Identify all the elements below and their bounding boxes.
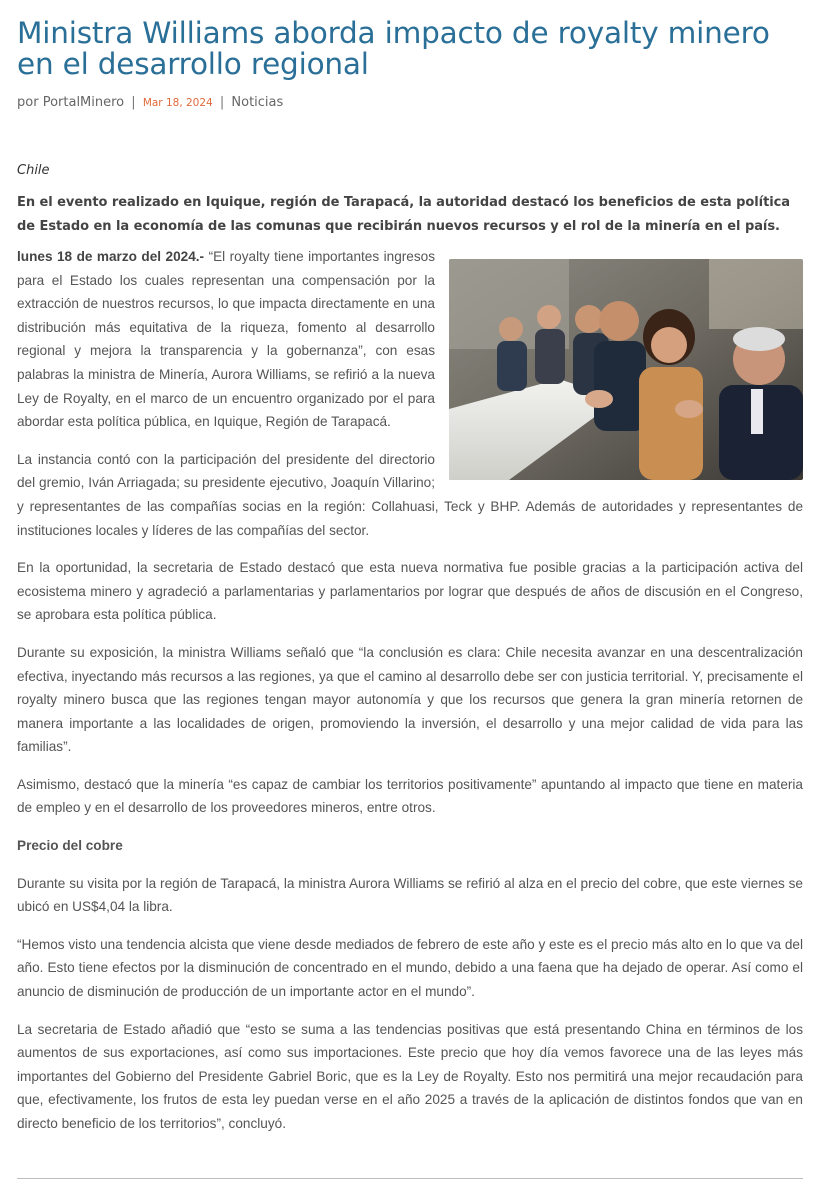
meta-separator: | <box>219 95 225 110</box>
author-link[interactable]: PortalMinero <box>42 95 125 110</box>
paragraph: Durante su visita por la región de Tarapacá, la ministra Aurora Williams se refirió al alza en el precio del cobre, que este viernes se ubicó en US$4,04 la libra. <box>17 875 803 915</box>
category-link[interactable]: Noticias <box>231 95 284 110</box>
article-country: Chile <box>17 163 50 178</box>
byline-prefix: por <box>17 95 39 110</box>
article-body <box>17 245 803 1136</box>
paragraph: Durante su exposición, la ministra Williams señaló que “la conclusión es clara: Chile necesita avanzar en una descentralización efectiva, inyectando más recursos a las regiones, ya que el camino al desarrollo debe ser con justicia territorial. Y, precisamente el royalty minero busca que las regiones tengan mayor autonomía y que los recursos que genera la gran minería retornen de manera importante a las localidades de origen, promoviendo la inversión, el desarrollo y una mejor calidad de vida para las familias”. <box>17 644 803 755</box>
article <box>17 0 803 1136</box>
paragraph-date: lunes 18 de marzo del 2024.- <box>17 249 205 264</box>
section-heading: Precio del cobre <box>17 838 123 854</box>
article-meta <box>17 93 803 113</box>
article-title: Ministra Williams aborda impacto de royalty minero en el desarrollo regional <box>17 16 770 81</box>
article-lead: En el evento realizado en Iquique, región de Tarapacá, la autoridad destacó los beneficios de esta política de Estado en la economía de las comunas que recibirán nuevos recursos y el rol de la minería en el país. <box>17 195 791 234</box>
paragraph: La secretaria de Estado añadió que “esto se suma a las tendencias positivas que está presentando China en términos de los aumentos de sus exportaciones, así como sus importaciones. Este precio que hoy día vemos favorece una de las leyes más importantes del Gobierno del Presidente Gabriel Boric, que es la Ley de Royalty. Esto nos permitirá una mejor recaudación para que, efectivamente, los frutos de esta ley puedan verse en el año 2025 a través de la aplicación de distintos fondos que van en directo beneficio de los territorios”, concluyó. <box>17 1021 803 1131</box>
paragraph: Asimismo, destacó que la minería “es capaz de cambiar los territorios positivamente” apuntando al impacto que tiene en materia de empleo y en el desarrollo de los proveedores mineros, entre otros. <box>17 776 803 816</box>
paragraph: “Hemos visto una tendencia alcista que viene desde mediados de febrero de este año y este es el precio más alto en lo que va del año. Esto tiene efectos por la disminución de concentrado en el mundo, debido a una faena que ha dejado de operar. Así como el anuncio de disminución de producción de un importante actor en el mundo”. <box>17 936 803 1000</box>
meta-separator: | <box>131 95 136 110</box>
paragraph: En la oportunidad, la secretaria de Estado destacó que esta nueva normativa fue posible gracias a la participación activa del ecosistema minero y agradeció a parlamentarias y parlamentarios por lograr que después de años de discusión en el Congreso, se aprobara esta política pública. <box>17 560 803 623</box>
paragraph-text: “El royalty tiene importantes ingresos para el Estado los cuales representan una compensación por la extracción de nuestros recursos, lo que impacta directamente en una distribución más equitativa de la riqueza, fomento al desarrollo regional y mejora la transparencia y la gobernanza”, con esas palabras la ministra de Minería, Aurora Williams, se refirió a la nueva Ley de Royalty, en el marco de un encuentro organizado por el para abordar esta política pública, en Iquique, Región de Tarapacá. <box>17 249 435 430</box>
divider <box>17 1178 803 1179</box>
event-photo <box>449 259 803 480</box>
paragraph: La instancia contó con la participación del presidente del directorio del gremio, Iván Arriagada; su presidente ejecutivo, Joaquín Villarino; y representantes de las compañías socias en la región: Collahuasi, Teck y BHP. Además de autoridades y representantes de instituciones locales y líderes de las compañías del sector. <box>17 451 803 538</box>
publish-date: Mar 18, 2024 <box>142 97 213 109</box>
